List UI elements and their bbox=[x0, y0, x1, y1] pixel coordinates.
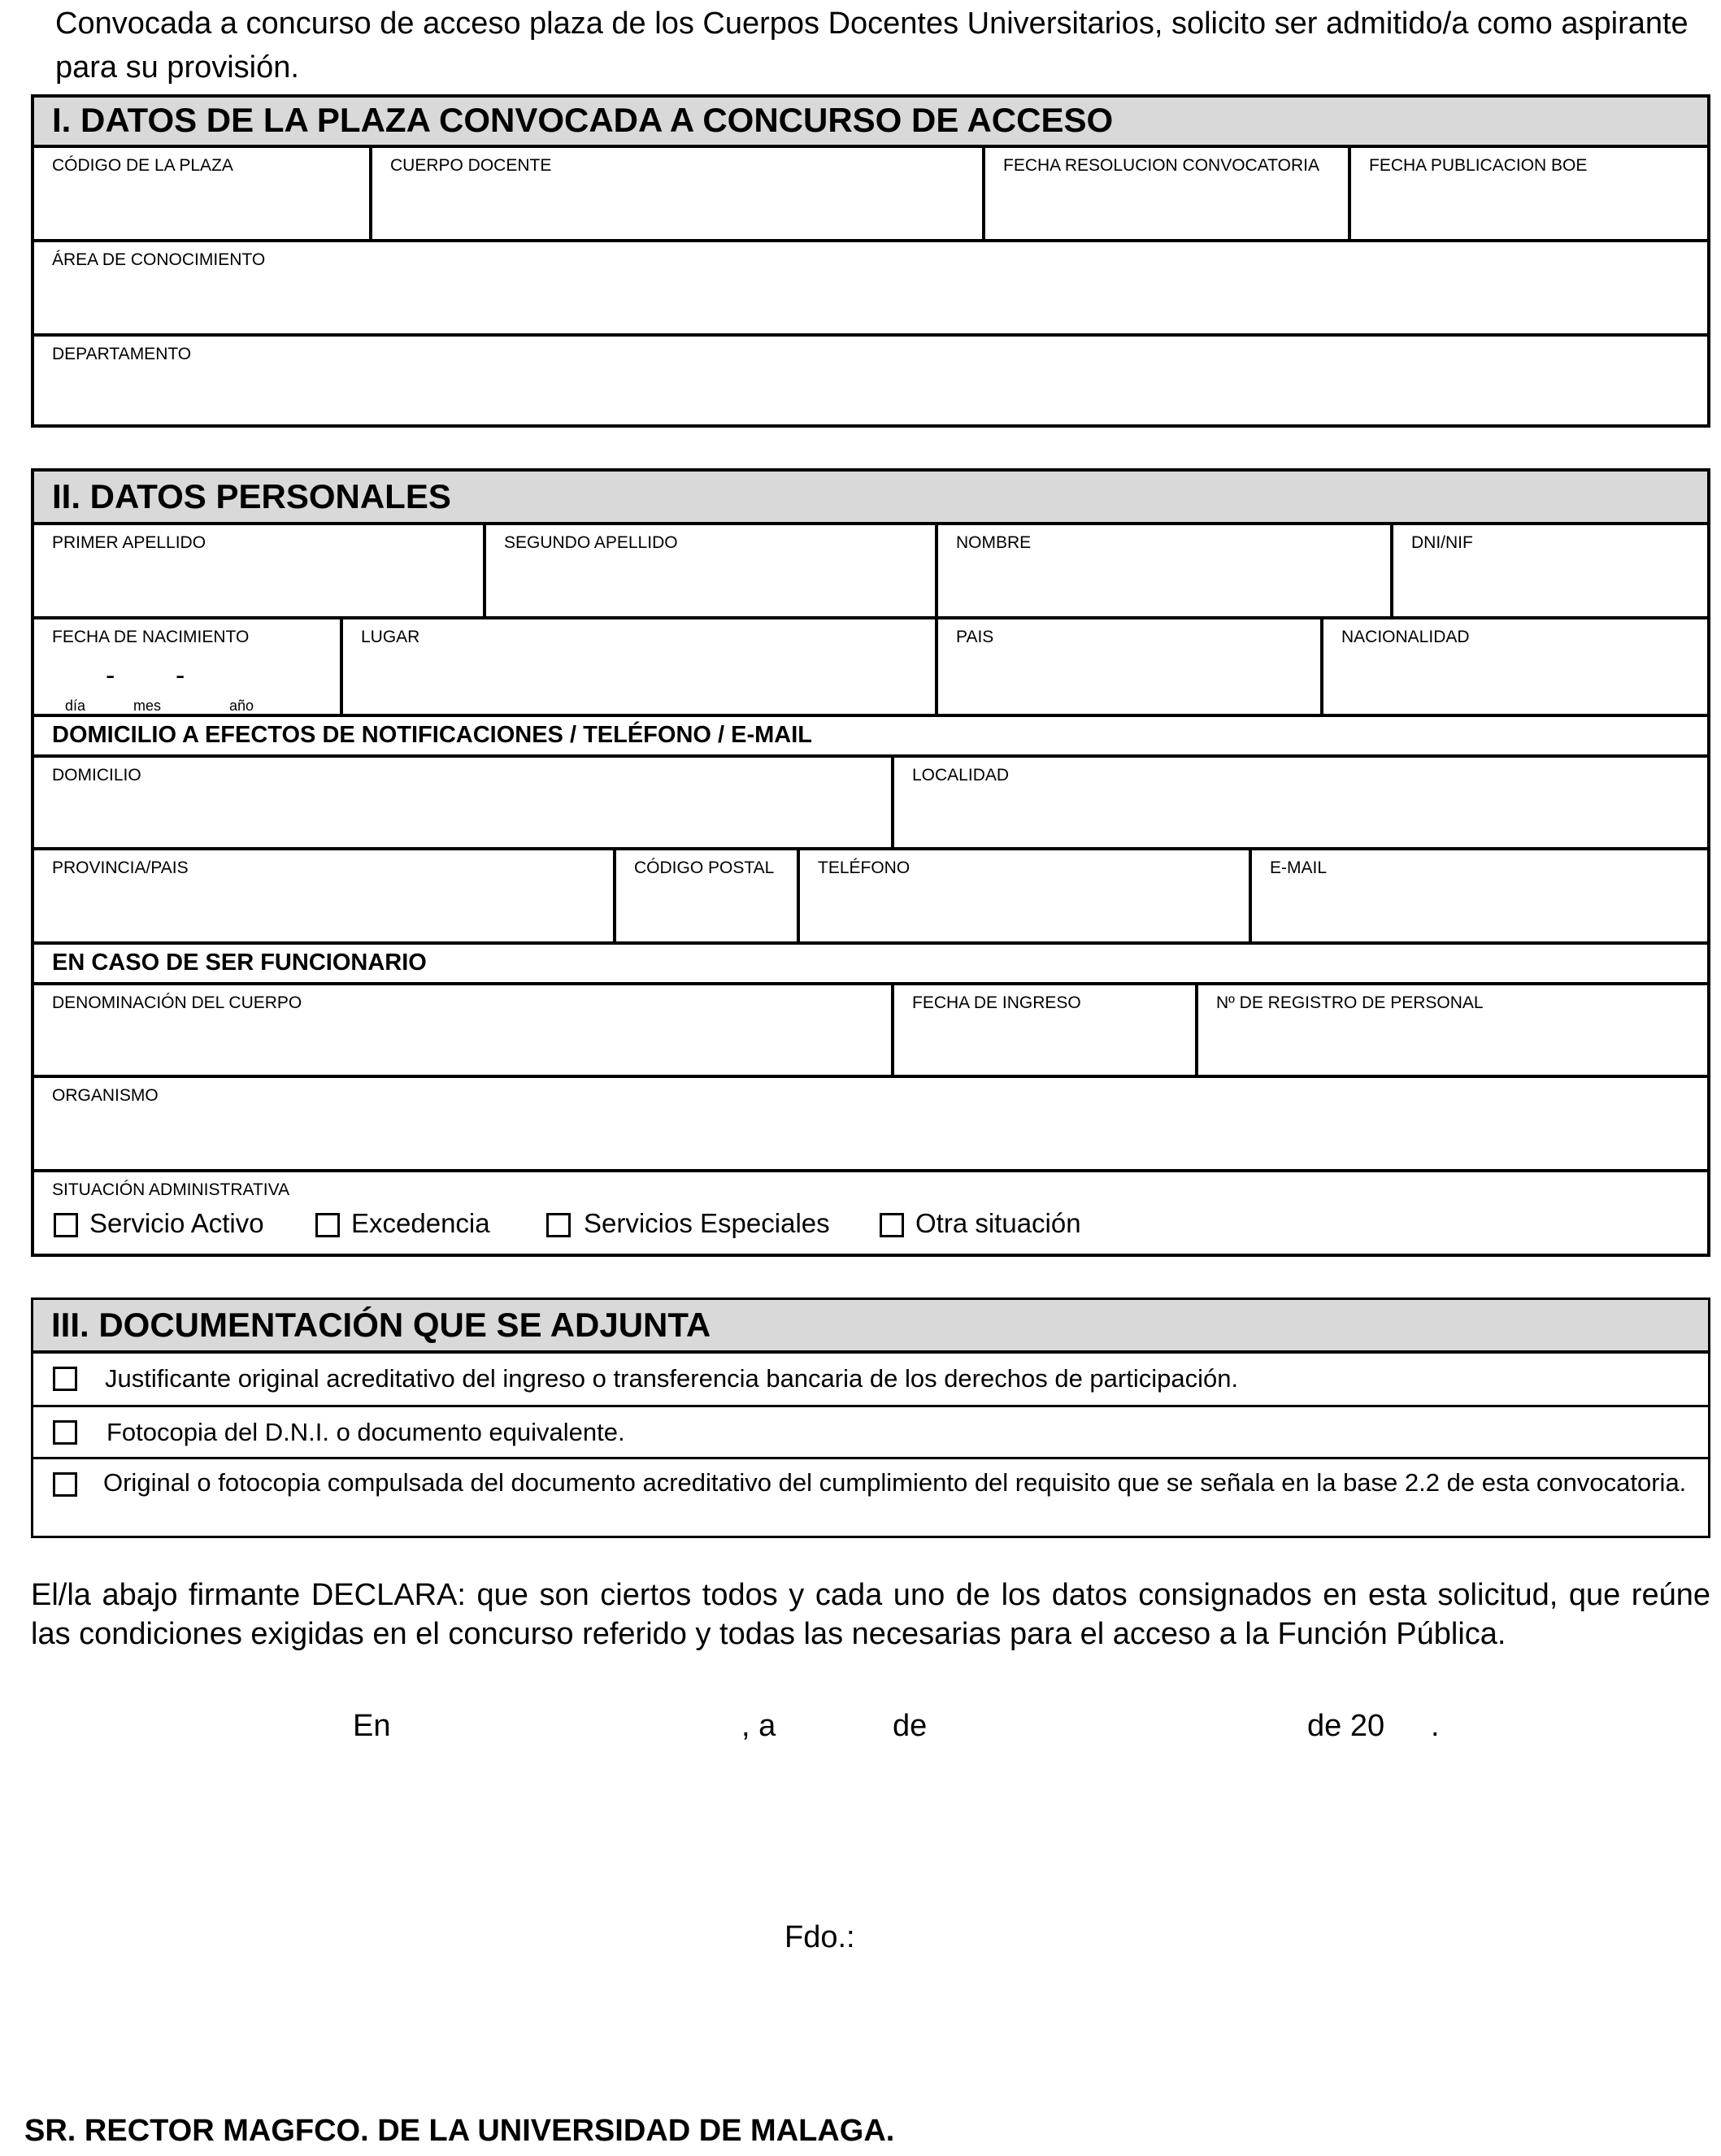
declaration-text: El/la abajo firmante DECLARA: que son ciertos todos y cada uno de los datos consignados en esta solicitud, que reúne las condiciones exigidas en el concurso referido y todas las necesarias para el acceso a la Función Pública. bbox=[31, 1578, 1710, 1651]
field-pais[interactable] bbox=[938, 619, 1323, 717]
label-codigo-postal: CÓDIGO POSTAL bbox=[634, 858, 775, 877]
label-denominacion-cuerpo: DENOMINACIÓN DEL CUERPO bbox=[52, 993, 302, 1012]
section-plaza bbox=[31, 94, 1710, 428]
date-line-en: En bbox=[353, 1709, 391, 1743]
section-datos-personales bbox=[31, 468, 1710, 1257]
field-email[interactable] bbox=[1252, 850, 1707, 945]
field-dni[interactable] bbox=[1393, 525, 1707, 619]
doc-item-requisito bbox=[33, 1459, 1708, 1536]
checkbox-excedencia[interactable] bbox=[315, 1213, 340, 1237]
label-departamento: DEPARTAMENTO bbox=[52, 345, 192, 363]
section-documentacion-title: III. DOCUMENTACIÓN QUE SE ADJUNTA bbox=[33, 1300, 1708, 1354]
field-fecha-ingreso[interactable] bbox=[894, 985, 1198, 1078]
field-fecha-nacimiento[interactable] bbox=[34, 619, 343, 717]
label-segundo-apellido: SEGUNDO APELLIDO bbox=[504, 533, 678, 552]
checkbox-otra-situacion[interactable] bbox=[880, 1213, 904, 1237]
label-lugar: LUGAR bbox=[361, 628, 420, 646]
field-codigo-postal[interactable] bbox=[616, 850, 800, 945]
field-segundo-apellido[interactable] bbox=[486, 525, 938, 619]
label-fecha-resolucion: FECHA RESOLUCION CONVOCATORIA bbox=[1003, 156, 1319, 175]
label-pais: PAIS bbox=[956, 628, 994, 646]
doc-item-dni bbox=[33, 1407, 1708, 1459]
label-anio: año bbox=[229, 698, 254, 714]
field-denominacion-cuerpo[interactable] bbox=[34, 985, 894, 1078]
doc-item-justificante-text: Justificante original acreditativo del ingreso o transferencia bancaria de los derechos de participación. bbox=[105, 1364, 1239, 1393]
label-localidad: LOCALIDAD bbox=[912, 766, 1010, 785]
label-provincia: PROVINCIA/PAIS bbox=[52, 858, 189, 877]
label-email: E-MAIL bbox=[1270, 858, 1328, 877]
field-nacionalidad[interactable] bbox=[1323, 619, 1707, 717]
checkbox-servicios-especiales[interactable] bbox=[546, 1213, 571, 1237]
section-documentacion bbox=[31, 1298, 1710, 1538]
subheader-funcionario bbox=[34, 945, 1707, 985]
field-situacion-administrativa bbox=[34, 1172, 1707, 1254]
date-line-de-month: de bbox=[893, 1709, 928, 1743]
signature-label: Fdo.: bbox=[784, 1920, 855, 1954]
field-organismo[interactable] bbox=[34, 1078, 1707, 1172]
option-excedencia: Excedencia bbox=[351, 1208, 490, 1238]
label-mes: mes bbox=[133, 698, 162, 714]
date-line-a: , a bbox=[741, 1709, 776, 1743]
label-nacionalidad: NACIONALIDAD bbox=[1341, 628, 1470, 646]
doc-item-requisito-text: Original o fotocopia compulsada del documento acreditativo del cumplimiento del requisito que se señala en la base 2.2 de esta convocatoria. bbox=[103, 1468, 1687, 1497]
intro-text: Convocada a concurso de acceso plaza de los Cuerpos Docentes Universitarios, solicito ser admitido/a como aspirante para su provisión. bbox=[55, 7, 1688, 85]
checkbox-requisito[interactable] bbox=[53, 1472, 77, 1497]
recipient-text: SR. RECTOR MAGFCO. DE LA UNIVERSIDAD DE MALAGA. bbox=[24, 2114, 895, 2148]
checkbox-dni[interactable] bbox=[53, 1420, 77, 1445]
doc-item-justificante bbox=[33, 1354, 1708, 1407]
label-domicilio: DOMICILIO bbox=[52, 766, 141, 785]
label-area-conocimiento: ÁREA DE CONOCIMIENTO bbox=[52, 250, 266, 269]
label-primer-apellido: PRIMER APELLIDO bbox=[52, 533, 206, 552]
option-servicio-activo: Servicio Activo bbox=[89, 1208, 264, 1238]
field-cuerpo-docente[interactable] bbox=[372, 148, 985, 242]
option-otra-situacion: Otra situación bbox=[915, 1208, 1081, 1238]
label-nombre: NOMBRE bbox=[956, 533, 1032, 552]
checkbox-justificante[interactable] bbox=[53, 1367, 77, 1391]
option-servicios-especiales: Servicios Especiales bbox=[584, 1208, 830, 1238]
field-provincia[interactable] bbox=[34, 850, 616, 945]
field-lugar[interactable] bbox=[343, 619, 938, 717]
label-codigo-plaza: CÓDIGO DE LA PLAZA bbox=[52, 156, 233, 175]
label-fecha-ingreso: FECHA DE INGRESO bbox=[912, 993, 1081, 1012]
subheader-domicilio bbox=[34, 717, 1707, 758]
label-organismo: ORGANISMO bbox=[52, 1086, 159, 1105]
label-telefono: TELÉFONO bbox=[818, 858, 910, 877]
field-telefono[interactable] bbox=[800, 850, 1252, 945]
date-separator-2: - bbox=[176, 660, 185, 691]
label-fecha-boe: FECHA PUBLICACION BOE bbox=[1369, 156, 1588, 175]
date-separator-1: - bbox=[106, 660, 115, 691]
label-situacion-administrativa: SITUACIÓN ADMINISTRATIVA bbox=[52, 1180, 290, 1199]
label-fecha-nacimiento: FECHA DE NACIMIENTO bbox=[52, 628, 250, 646]
section-plaza-title: I. DATOS DE LA PLAZA CONVOCADA A CONCURSO DE ACCESO bbox=[34, 98, 1707, 148]
label-dni: DNI/NIF bbox=[1411, 533, 1473, 552]
field-departamento[interactable] bbox=[34, 337, 1707, 424]
date-line-period: . bbox=[1431, 1709, 1440, 1743]
doc-item-dni-text: Fotocopia del D.N.I. o documento equivalente. bbox=[106, 1418, 625, 1446]
label-registro-personal: Nº DE REGISTRO DE PERSONAL bbox=[1216, 993, 1484, 1012]
field-area-conocimiento[interactable] bbox=[34, 242, 1707, 337]
field-registro-personal[interactable] bbox=[1198, 985, 1707, 1078]
checkbox-servicio-activo[interactable] bbox=[54, 1213, 78, 1237]
label-cuerpo-docente: CUERPO DOCENTE bbox=[390, 156, 552, 175]
subheader-funcionario-text: EN CASO DE SER FUNCIONARIO bbox=[52, 950, 427, 976]
field-nombre[interactable] bbox=[938, 525, 1393, 619]
field-primer-apellido[interactable] bbox=[34, 525, 486, 619]
label-dia: día bbox=[65, 698, 86, 714]
field-fecha-resolucion[interactable] bbox=[985, 148, 1351, 242]
field-localidad[interactable] bbox=[894, 758, 1707, 850]
subheader-domicilio-text: DOMICILIO A EFECTOS DE NOTIFICACIONES / TELÉFONO / E-MAIL bbox=[52, 722, 812, 748]
section-datos-personales-title: II. DATOS PERSONALES bbox=[34, 472, 1707, 525]
field-domicilio[interactable] bbox=[34, 758, 894, 850]
date-line-de-year: de 20 bbox=[1307, 1709, 1385, 1743]
field-codigo-plaza[interactable] bbox=[34, 148, 372, 242]
field-fecha-boe[interactable] bbox=[1351, 148, 1707, 242]
